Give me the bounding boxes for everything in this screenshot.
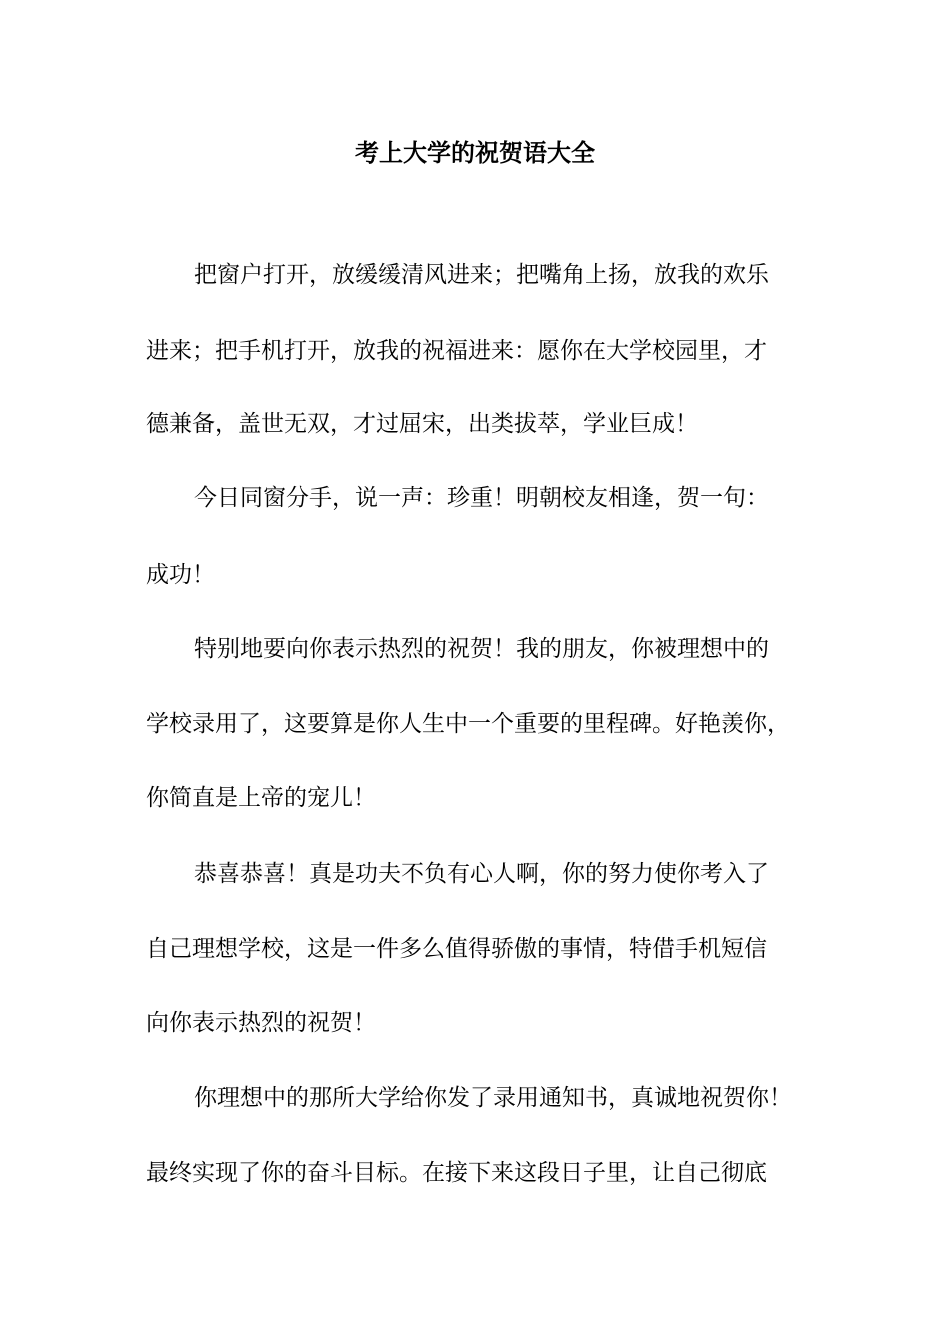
paragraph-4-line-3: 向你表示热烈的祝贺！ xyxy=(146,1010,376,1036)
paragraph-4-line-1: 恭喜恭喜！真是功夫不负有心人啊，你的努力使你考入了 xyxy=(194,861,769,887)
paragraph-5-line-2: 最终实现了你的奋斗目标。在接下来这段日子里，让自己彻底 xyxy=(146,1160,767,1186)
paragraph-1-line-1: 把窗户打开，放缓缓清风进来；把嘴角上扬，放我的欢乐 xyxy=(194,262,769,288)
paragraph-5-line-1: 你理想中的那所大学给你发了录用通知书，真诚地祝贺你！ xyxy=(194,1085,792,1111)
document-title: 考上大学的祝贺语大全 xyxy=(355,138,595,167)
paragraph-3-line-3: 你简直是上帝的宠儿！ xyxy=(146,785,376,811)
paragraph-2-line-2: 成功！ xyxy=(146,562,215,588)
paragraph-3-line-2: 学校录用了，这要算是你人生中一个重要的里程碑。好艳羡你， xyxy=(146,711,790,737)
paragraph-3-line-1: 特别地要向你表示热烈的祝贺！我的朋友，你被理想中的 xyxy=(194,636,769,662)
paragraph-4-line-2: 自己理想学校，这是一件多么值得骄傲的事情，特借手机短信 xyxy=(146,936,767,962)
paragraph-2-line-1: 今日同窗分手，说一声：珍重！明朝校友相逢，贺一句： xyxy=(194,485,769,511)
paragraph-1-line-2: 进来；把手机打开，放我的祝福进来：愿你在大学校园里，才 xyxy=(146,338,767,364)
paragraph-1-line-3: 德兼备，盖世无双，才过屈宋，出类拔萃，学业巨成！ xyxy=(146,411,698,437)
